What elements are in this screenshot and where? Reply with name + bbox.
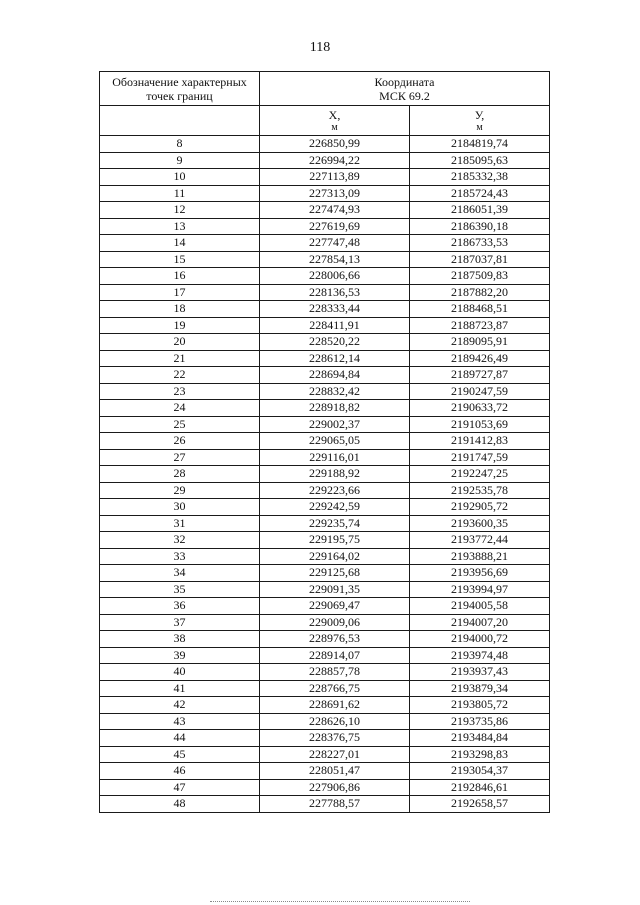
x-coordinate-cell: 229069,47 bbox=[260, 598, 410, 615]
x-coordinate-cell: 228006,66 bbox=[260, 268, 410, 285]
point-number-cell: 25 bbox=[100, 416, 260, 433]
table-row bbox=[100, 383, 550, 400]
x-coordinate-cell: 226994,22 bbox=[260, 152, 410, 169]
y-coordinate-cell: 2188723,87 bbox=[410, 317, 550, 334]
point-number-cell: 21 bbox=[100, 350, 260, 367]
point-number-cell: 30 bbox=[100, 499, 260, 516]
point-number-cell: 36 bbox=[100, 598, 260, 615]
table-row bbox=[100, 350, 550, 367]
coordinates-table bbox=[99, 71, 550, 813]
coordinates-body bbox=[100, 136, 550, 813]
coordinate-system: МСК 69.2 bbox=[379, 88, 430, 103]
coordinate-title: Координата bbox=[374, 74, 435, 89]
point-number-cell: 13 bbox=[100, 218, 260, 235]
y-coordinate-cell: 2186051,39 bbox=[410, 202, 550, 219]
y-coordinate-cell: 2192658,57 bbox=[410, 796, 550, 813]
table-row bbox=[100, 532, 550, 549]
y-coordinate-cell: 2185332,38 bbox=[410, 169, 550, 186]
point-number-cell: 42 bbox=[100, 697, 260, 714]
y-coordinate-cell: 2193600,35 bbox=[410, 515, 550, 532]
x-unit: м bbox=[331, 121, 338, 133]
x-coordinate-cell: 227788,57 bbox=[260, 796, 410, 813]
y-coordinate-cell: 2185724,43 bbox=[410, 185, 550, 202]
table-row bbox=[100, 185, 550, 202]
y-coordinate-cell: 2192535,78 bbox=[410, 482, 550, 499]
x-coordinate-cell: 229116,01 bbox=[260, 449, 410, 466]
table-row bbox=[100, 268, 550, 285]
x-coordinate-cell: 228857,78 bbox=[260, 664, 410, 681]
point-number-cell: 46 bbox=[100, 763, 260, 780]
y-coordinate-cell: 2191053,69 bbox=[410, 416, 550, 433]
table-row bbox=[100, 400, 550, 417]
point-label-header: Обозначение характерных точек границ bbox=[100, 72, 260, 106]
table-row bbox=[100, 565, 550, 582]
x-coordinate-cell: 228333,44 bbox=[260, 301, 410, 318]
y-coordinate-cell: 2194000,72 bbox=[410, 631, 550, 648]
table-row bbox=[100, 680, 550, 697]
point-number-cell: 14 bbox=[100, 235, 260, 252]
x-coordinate-cell: 228766,75 bbox=[260, 680, 410, 697]
point-number-cell: 40 bbox=[100, 664, 260, 681]
y-coordinate-cell: 2189095,91 bbox=[410, 334, 550, 351]
y-coordinate-cell: 2191747,59 bbox=[410, 449, 550, 466]
x-coordinate-cell: 228411,91 bbox=[260, 317, 410, 334]
table-row bbox=[100, 548, 550, 565]
footer-divider bbox=[210, 901, 470, 902]
point-number-cell: 17 bbox=[100, 284, 260, 301]
point-number-cell: 37 bbox=[100, 614, 260, 631]
y-coordinate-cell: 2193994,97 bbox=[410, 581, 550, 598]
table-row bbox=[100, 713, 550, 730]
x-coordinate-cell: 228914,07 bbox=[260, 647, 410, 664]
x-coordinate-cell: 228612,14 bbox=[260, 350, 410, 367]
y-coordinate-cell: 2193484,84 bbox=[410, 730, 550, 747]
x-coordinate-cell: 229002,37 bbox=[260, 416, 410, 433]
x-coordinate-cell: 229091,35 bbox=[260, 581, 410, 598]
y-coordinate-cell: 2193805,72 bbox=[410, 697, 550, 714]
table-row bbox=[100, 598, 550, 615]
y-header bbox=[410, 106, 550, 136]
y-coordinate-cell: 2194005,58 bbox=[410, 598, 550, 615]
x-coordinate-cell: 229125,68 bbox=[260, 565, 410, 582]
point-number-cell: 15 bbox=[100, 251, 260, 268]
y-coordinate-cell: 2189727,87 bbox=[410, 367, 550, 384]
x-coordinate-cell: 228694,84 bbox=[260, 367, 410, 384]
table-row bbox=[100, 433, 550, 450]
point-number-cell: 18 bbox=[100, 301, 260, 318]
x-coordinate-cell: 229195,75 bbox=[260, 532, 410, 549]
x-coordinate-cell: 228227,01 bbox=[260, 746, 410, 763]
table-row bbox=[100, 152, 550, 169]
page-number: 118 bbox=[309, 40, 331, 55]
point-number-cell: 47 bbox=[100, 779, 260, 796]
table-row bbox=[100, 697, 550, 714]
y-coordinate-cell: 2187037,81 bbox=[410, 251, 550, 268]
y-coordinate-cell: 2187882,20 bbox=[410, 284, 550, 301]
x-coordinate-cell: 227474,93 bbox=[260, 202, 410, 219]
y-coordinate-cell: 2193298,83 bbox=[410, 746, 550, 763]
table-row bbox=[100, 202, 550, 219]
table-row bbox=[100, 317, 550, 334]
table-row bbox=[100, 581, 550, 598]
y-coordinate-cell: 2190633,72 bbox=[410, 400, 550, 417]
y-coordinate-cell: 2188468,51 bbox=[410, 301, 550, 318]
y-coordinate-cell: 2191412,83 bbox=[410, 433, 550, 450]
x-coordinate-cell: 227854,13 bbox=[260, 251, 410, 268]
y-coordinate-cell: 2193054,37 bbox=[410, 763, 550, 780]
y-coordinate-cell: 2193937,43 bbox=[410, 664, 550, 681]
y-coordinate-cell: 2193956,69 bbox=[410, 565, 550, 582]
x-coordinate-cell: 229164,02 bbox=[260, 548, 410, 565]
table-row bbox=[100, 416, 550, 433]
point-number-cell: 28 bbox=[100, 466, 260, 483]
table-row bbox=[100, 515, 550, 532]
point-number-cell: 8 bbox=[100, 136, 260, 153]
table-row bbox=[100, 218, 550, 235]
table-row bbox=[100, 763, 550, 780]
x-coordinate-cell: 229188,92 bbox=[260, 466, 410, 483]
x-coordinate-cell: 228051,47 bbox=[260, 763, 410, 780]
x-coordinate-cell: 228832,42 bbox=[260, 383, 410, 400]
table-row bbox=[100, 482, 550, 499]
y-coordinate-cell: 2189426,49 bbox=[410, 350, 550, 367]
point-number-cell: 31 bbox=[100, 515, 260, 532]
x-coordinate-cell: 229235,74 bbox=[260, 515, 410, 532]
point-number-cell: 41 bbox=[100, 680, 260, 697]
y-coordinate-cell: 2192846,61 bbox=[410, 779, 550, 796]
point-label-empty-header bbox=[100, 106, 260, 136]
x-coordinate-cell: 228976,53 bbox=[260, 631, 410, 648]
x-header bbox=[260, 106, 410, 136]
point-number-cell: 26 bbox=[100, 433, 260, 450]
y-coordinate-cell: 2185095,63 bbox=[410, 152, 550, 169]
x-coordinate-cell: 228136,53 bbox=[260, 284, 410, 301]
x-coordinate-cell: 228626,10 bbox=[260, 713, 410, 730]
table-row bbox=[100, 235, 550, 252]
table-row bbox=[100, 746, 550, 763]
table-row bbox=[100, 466, 550, 483]
table-row bbox=[100, 284, 550, 301]
table-row bbox=[100, 647, 550, 664]
point-number-cell: 29 bbox=[100, 482, 260, 499]
table-row bbox=[100, 664, 550, 681]
point-number-cell: 22 bbox=[100, 367, 260, 384]
table-row bbox=[100, 367, 550, 384]
x-coordinate-cell: 228918,82 bbox=[260, 400, 410, 417]
table-row bbox=[100, 301, 550, 318]
y-coordinate-cell: 2186733,53 bbox=[410, 235, 550, 252]
point-number-cell: 38 bbox=[100, 631, 260, 648]
y-coordinate-cell: 2193735,86 bbox=[410, 713, 550, 730]
y-label: У, bbox=[474, 107, 485, 122]
point-number-cell: 23 bbox=[100, 383, 260, 400]
point-number-cell: 19 bbox=[100, 317, 260, 334]
x-coordinate-cell: 228691,62 bbox=[260, 697, 410, 714]
x-coordinate-cell: 228520,22 bbox=[260, 334, 410, 351]
x-label: Х, bbox=[328, 107, 341, 122]
point-number-cell: 20 bbox=[100, 334, 260, 351]
y-coordinate-cell: 2194007,20 bbox=[410, 614, 550, 631]
x-coordinate-cell: 229009,06 bbox=[260, 614, 410, 631]
table-row bbox=[100, 136, 550, 153]
table-row bbox=[100, 779, 550, 796]
point-number-cell: 33 bbox=[100, 548, 260, 565]
point-number-cell: 44 bbox=[100, 730, 260, 747]
point-number-cell: 12 bbox=[100, 202, 260, 219]
point-number-cell: 43 bbox=[100, 713, 260, 730]
point-number-cell: 39 bbox=[100, 647, 260, 664]
x-coordinate-cell: 229223,66 bbox=[260, 482, 410, 499]
point-number-cell: 16 bbox=[100, 268, 260, 285]
point-number-cell: 34 bbox=[100, 565, 260, 582]
point-number-cell: 9 bbox=[100, 152, 260, 169]
y-coordinate-cell: 2186390,18 bbox=[410, 218, 550, 235]
y-coordinate-cell: 2192905,72 bbox=[410, 499, 550, 516]
x-coordinate-cell: 228376,75 bbox=[260, 730, 410, 747]
y-coordinate-cell: 2190247,59 bbox=[410, 383, 550, 400]
point-number-cell: 35 bbox=[100, 581, 260, 598]
table-row bbox=[100, 796, 550, 813]
x-coordinate-cell: 226850,99 bbox=[260, 136, 410, 153]
y-coordinate-cell: 2193772,44 bbox=[410, 532, 550, 549]
point-number-cell: 10 bbox=[100, 169, 260, 186]
x-coordinate-cell: 227313,09 bbox=[260, 185, 410, 202]
x-coordinate-cell: 227113,89 bbox=[260, 169, 410, 186]
y-coordinate-cell: 2187509,83 bbox=[410, 268, 550, 285]
point-number-cell: 45 bbox=[100, 746, 260, 763]
y-coordinate-cell: 2192247,25 bbox=[410, 466, 550, 483]
y-coordinate-cell: 2193888,21 bbox=[410, 548, 550, 565]
y-coordinate-cell: 2184819,74 bbox=[410, 136, 550, 153]
x-coordinate-cell: 227619,69 bbox=[260, 218, 410, 235]
table-row bbox=[100, 169, 550, 186]
x-coordinate-cell: 227906,86 bbox=[260, 779, 410, 796]
point-number-cell: 11 bbox=[100, 185, 260, 202]
table-row bbox=[100, 449, 550, 466]
y-coordinate-cell: 2193879,34 bbox=[410, 680, 550, 697]
point-number-cell: 48 bbox=[100, 796, 260, 813]
table-row bbox=[100, 631, 550, 648]
point-number-cell: 32 bbox=[100, 532, 260, 549]
y-coordinate-cell: 2193974,48 bbox=[410, 647, 550, 664]
y-unit: м bbox=[476, 121, 483, 133]
table-row bbox=[100, 499, 550, 516]
table-row bbox=[100, 251, 550, 268]
point-number-cell: 27 bbox=[100, 449, 260, 466]
x-coordinate-cell: 229242,59 bbox=[260, 499, 410, 516]
x-coordinate-cell: 229065,05 bbox=[260, 433, 410, 450]
x-coordinate-cell: 227747,48 bbox=[260, 235, 410, 252]
point-number-cell: 24 bbox=[100, 400, 260, 417]
table-row bbox=[100, 614, 550, 631]
table-row bbox=[100, 334, 550, 351]
coordinate-header bbox=[260, 72, 550, 106]
table-row bbox=[100, 730, 550, 747]
